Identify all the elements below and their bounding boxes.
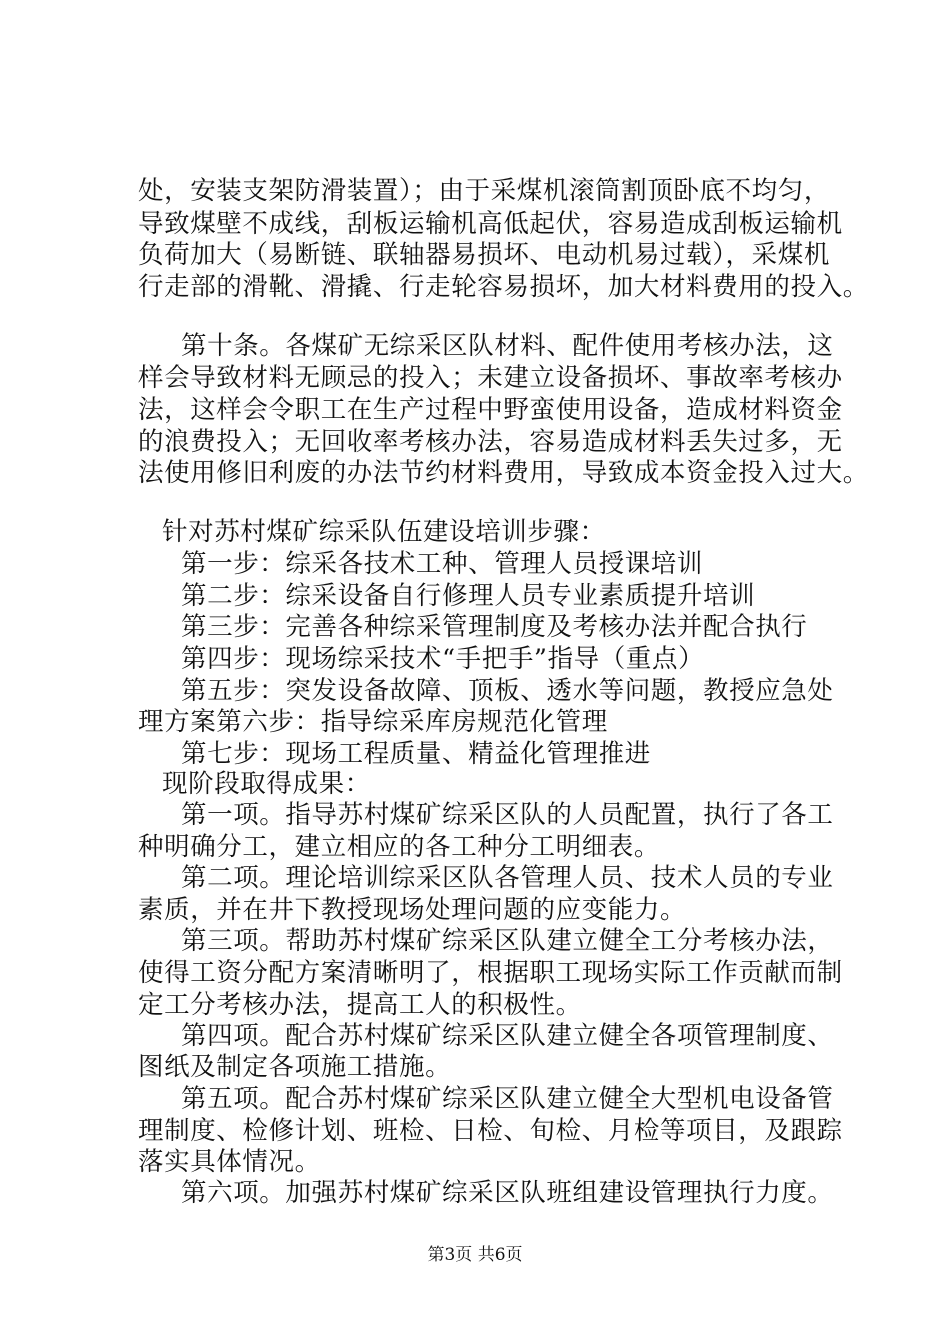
text-line: 第五项。配合苏村煤矿综采区队建立健全大型机电设备管 <box>181 1084 834 1114</box>
text-line: 定工分考核办法，提高工人的积极性。 <box>138 990 582 1020</box>
text-line: 第一项。指导苏村煤矿综采区队的人员配置，执行了各工 <box>181 800 834 830</box>
text-line: 第一步：综采各技术工种、管理人员授课培训 <box>181 549 704 579</box>
text-line: 第三项。帮助苏村煤矿综采区队建立健全工分考核办法， <box>181 926 834 956</box>
text-line: 图纸及制定各项施工措施。 <box>138 1052 452 1082</box>
text-line: 使得工资分配方案清晰明了，根据职工现场实际工作贡献而制 <box>138 958 843 988</box>
text-line: 第二项。理论培训综采区队各管理人员、技术人员的专业 <box>181 863 834 893</box>
text-line: 现阶段取得成果： <box>162 769 371 799</box>
text-line: 处，安装支架防滑装置）；由于采煤机滚筒割顶卧底不均匀， <box>138 176 830 206</box>
text-line: 第五步：突发设备故障、顶板、透水等问题，教授应急处 <box>181 676 834 706</box>
text-line: 负荷加大（易断链、联轴器易损坏、电动机易过载），采煤机 <box>138 240 830 270</box>
text-line: 第四步：现场综采技术“手把手”指导（重点） <box>181 644 705 674</box>
text-line: 落实具体情况。 <box>138 1147 321 1177</box>
page-number-footer: 第3页 共6页 <box>427 1245 523 1265</box>
text-line: 的浪费投入；无回收率考核办法，容易造成材料丢失过多，无 <box>138 427 843 457</box>
text-line: 第十条。各煤矿无综采区队材料、配件使用考核办法，这 <box>181 331 834 361</box>
text-line: 种明确分工，建立相应的各工种分工明细表。 <box>138 832 661 862</box>
text-line: 第七步：现场工程质量、精益化管理推进 <box>181 739 651 769</box>
text-line: 理制度、检修计划、班检、日检、旬检、月检等项目，及跟踪 <box>138 1116 843 1146</box>
text-line: 第二步：综采设备自行修理人员专业素质提升培训 <box>181 581 756 611</box>
text-line: 理方案第六步：指导综采库房规范化管理 <box>138 707 608 737</box>
text-line: 第六项。加强苏村煤矿综采区队班组建设管理执行力度。 <box>181 1178 834 1208</box>
text-line: 导致煤壁不成线，刮板运输机高低起伏，容易造成刮板运输机 <box>138 209 843 239</box>
text-line: 第四项。配合苏村煤矿综采区队建立健全各项管理制度、 <box>181 1021 834 1051</box>
text-line: 法使用修旧利废的办法节约材料费用，导致成本资金投入过大。 <box>138 458 869 488</box>
text-line: 行走部的滑靴、滑撬、行走轮容易损坏，加大材料费用的投入。 <box>138 272 869 302</box>
text-line: 样会导致材料无顾忌的投入；未建立设备损坏、事故率考核办 <box>138 363 843 393</box>
text-line: 法，这样会令职工在生产过程中野蛮使用设备，造成材料资金 <box>138 395 843 425</box>
text-line: 第三步：完善各种综采管理制度及考核办法并配合执行 <box>181 612 808 642</box>
text-line: 素质，并在井下教授现场处理问题的应变能力。 <box>138 895 687 925</box>
text-line: 针对苏村煤矿综采队伍建设培训步骤： <box>162 517 606 547</box>
